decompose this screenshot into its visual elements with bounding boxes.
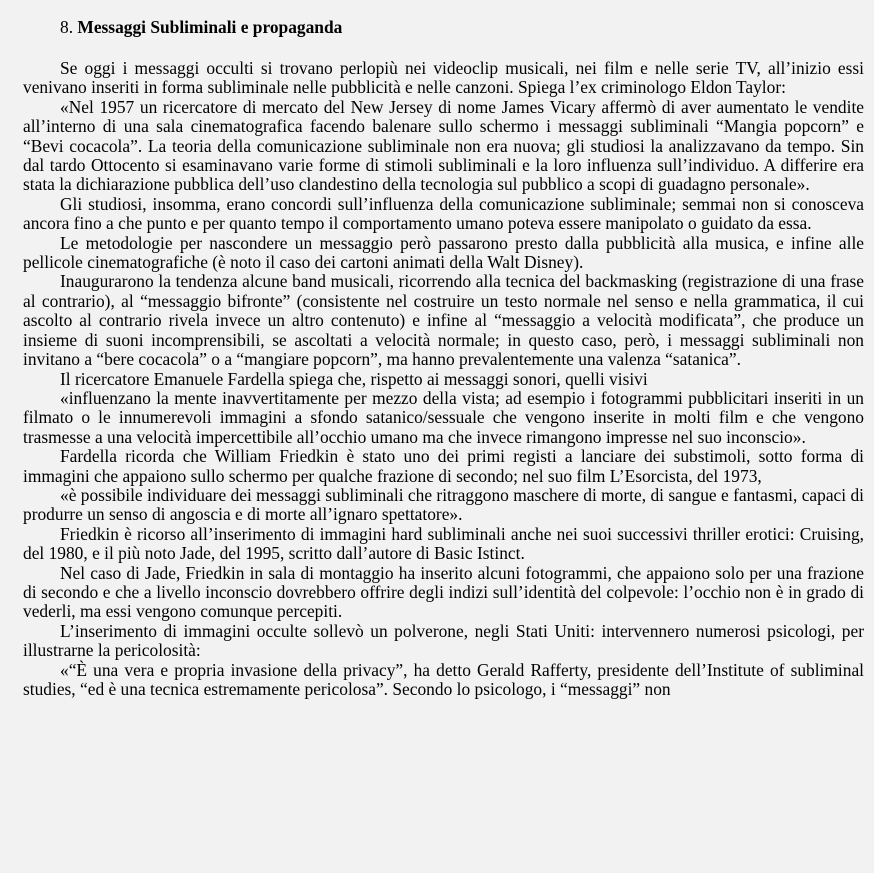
paragraph-fardella-intro: Il ricercatore Emanuele Fardella spiega che, rispetto ai messaggi sonori, quelli visivi	[60, 368, 648, 389]
paragraph-intro: Se oggi i messaggi occulti si trovano perlopiù nei videoclip musicali, nei film e nelle serie TV, all’inizio essi venivano inseriti in forma subliminale nelle pubblicità e nelle canzoni. Spiega l’ex criminologo Eldon Taylor:	[23, 58, 864, 98]
quote-esorcista: «è possibile individuare dei messaggi subliminali che ritraggono maschere di morte, di sangue e fantasmi, capaci di produrre un senso di angoscia e di morte all’ignaro spettatore».	[23, 484, 864, 525]
quote-fardella: «influenzano la mente inavvertitamente per mezzo della vista; ad esempio i fotogrammi pubblicitari inseriti in un filmato o le innumerevoli immagini a sfondo satanico/sessuale che vengono inserite in molti film e che vengono trasmesse a una velocità impercettibile all’occhio umano ma che invece rimangono impresse nel suo inconscio».	[23, 387, 864, 447]
paragraph-studiosi: Gli studiosi, insomma, erano concordi sull’influenza della comunicazione subliminale; semmai non si conosceva ancora fino a che punto e per quanto tempo il comportamento umano poteva essere manipolato o guidato da essa.	[23, 193, 864, 234]
section-number: 8.	[60, 17, 74, 37]
paragraph-metodologie: Le metodologie per nascondere un messaggio però passarono presto dalla pubblicità alla musica, e infine alle pellicole cinematografiche (è noto il caso dei cartoni animati della Walt Disney).	[23, 232, 864, 273]
section-title: Messaggi Subliminali e propaganda	[77, 17, 343, 37]
paragraph-friedkin-esorcista: Fardella ricorda che William Friedkin è stato uno dei primi registi a lanciare dei substimoli, sotto forma di immagini che appaiono sullo schermo per qualche frazione di secondo; nel suo film L’Esorcista, del 1973,	[23, 446, 864, 486]
paragraph-band-musicali: Inaugurarono la tendenza alcune band musicali, ricorrendo alla tecnica del backmasking (registrazione di una frase al contrario), al “messaggio bifronte” (consistente nel costruire un testo normale nel senso e nella grammatica, il cui ascolto al contrario rivela invece un altro contenuto) e infine al “messaggio a velocità modificata”, che produce un insieme di suoni incomprensibili, se ascoltati a velocità normale; in questo caso, però, i messaggi subliminali non invitano a “bere cocacola” o a “mangiare popcorn”, ma hanno prevalentemente una valenza “satanica”.	[23, 271, 864, 370]
quote-rafferty: «“È una vera e propria invasione della privacy”, ha detto Gerald Rafferty, presidente dell’Institute of subliminal studies, “ed è una tecnica estremamente pericolosa”. Secondo lo psicologo, i “messaggi” non	[23, 659, 864, 699]
paragraph-polverone: L’inserimento di immagini occulte sollevò un polverone, negli Stati Uniti: intervennero numerosi psicologi, per illustrarne la pericolosità:	[23, 620, 864, 661]
paragraph-jade: Nel caso di Jade, Friedkin in sala di montaggio ha inserito alcuni fotogrammi, che appaiono solo per una frazione di secondo e che a livello inconscio dovrebbero offrire degli indizi sull’identità del colpevole: l’occhio non è in grado di vederli, ma essi vengono comunque percepiti.	[23, 562, 864, 622]
section-heading	[60, 14, 864, 40]
paragraph-friedkin-thriller: Friedkin è ricorso all’inserimento di immagini hard subliminali anche nei suoi successivi thriller erotici: Cruising, del 1980, e il più noto Jade, del 1995, scritto dall’autore di Basic Istinct.	[23, 523, 864, 564]
quote-taylor: «Nel 1957 un ricercatore di mercato del New Jersey di nome James Vicary affermò di aver aumentato le vendite all’interno di una sala cinematografica facendo balenare sullo schermo i messaggi subliminali “Mangia popcorn” e “Bevi cocacola”. La teoria della comunicazione subliminale non era nuova; gli studiosi la analizzavano da tempo. Sin dal tardo Ottocento si esaminavano varie forme di stimoli subliminali e la loro influenza sull’individuo. A differire era stata la dichiarazione pubblica dell’uso clandestino della tecnologia sul pubblico a scopi di guadagno personale».	[23, 96, 864, 195]
